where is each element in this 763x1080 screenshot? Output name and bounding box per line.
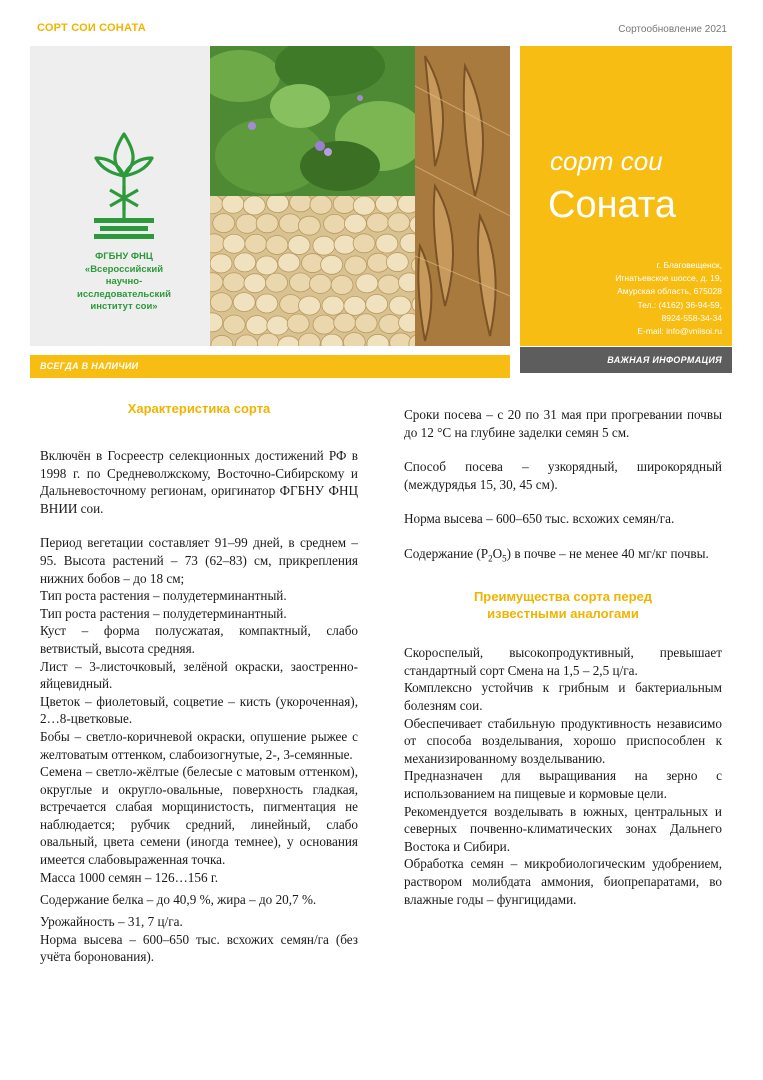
char-item: Масса 1000 семян – 126…156 г.	[40, 869, 219, 885]
variety-name: Соната	[548, 184, 676, 226]
char-item: Тип роста растения – полудетерминантный.	[40, 605, 287, 621]
advantages-heading: Преимущества сорта перед известными аналогами	[473, 589, 653, 622]
soy-plant-photo	[210, 46, 415, 196]
logo-panel	[30, 46, 210, 346]
char-item: Лист – 3-листочковый, зелёной окраски, заостренно-яйцевидный.	[40, 658, 358, 692]
advantage-item: Обработка семян – микробиологическим удобрением, раствором молибдата аммония, биопрепаратами, во влажные годы – фунгицидами.	[404, 856, 722, 907]
char-item: Тип роста растения – полудетерминантный.	[40, 588, 287, 604]
important-info-label: ВАЖНАЯ ИНФОРМАЦИЯ	[607, 355, 722, 365]
advantage-item: Рекомендуется возделывать в южных, центральных и северных почвенно-климатических зонах Дальнего Востока и Сибири.	[404, 803, 722, 854]
variety-subtitle: сорт сои	[550, 146, 663, 176]
organization-name: ФГБНУ ФНЦ «Всероссийский научно- исследовательский институт сои»	[77, 251, 171, 312]
important-info-banner	[520, 347, 732, 373]
contact-info: г. Благовещенск, Игнатьевское шоссе, д. 19, Амурская область, 675028 Тел.: (4162) 36-94-59, 8924-558-34-34 E-mail: info@vniisoi.ru	[615, 259, 722, 338]
sowing-method: Способ посева – узкорядный, широкорядный (междурядья 15, 30, 45 см).	[404, 459, 722, 492]
char-item: Семена – светло-жёлтые (белесые с матовым оттенком), округлые и округло-овальные, поверхность гладкая, встречается слабая морщинистость, пигментация не наблюдается; рубчик средний, линейный, слабо овальный, цвета семени (иногда темнее), у основания имеется слабовыраженная точка.	[40, 764, 358, 868]
char-item: Куст – форма полусжатая, компактный, слабо ветвистый, высота средняя.	[40, 623, 358, 656]
char-item: Период вегетации составляет 91–99 дней, в среднем – 95. Высота растений – 73 (62–83) см, прикрепления нижних бобов – до 18 см;	[40, 535, 358, 586]
advantage-item: Предназначен для выращивания на зерно с использованием на пищевые и кормовые цели.	[404, 768, 722, 801]
advantage-item: Скороспелый, высокопродуктивный, превышает стандартный сорт Смена на 1,5 – 2,5 ц/га.	[404, 645, 722, 678]
document-title: СОРТ СОИ СОНАТА	[37, 22, 146, 34]
advantage-item: Обеспечивает стабильную продуктивность независимо от способа возделывания, хорошо приспособлен к механизированному возделыванию.	[404, 715, 722, 766]
variety-panel	[520, 46, 732, 346]
soil-requirement: Содержание $(P_2O_5)$ в почве – не менее 40 мг/кг почвы.	[404, 545, 709, 564]
advantage-item: Комплексно устойчив к грибным и бактериальным болезням сои.	[404, 680, 722, 713]
soybeans-photo	[210, 196, 415, 346]
registry-paragraph: Включён в Госреестр селекционных достижений РФ в 1998 г. по Средневолжскому, Восточно-Сибирскому и Дальневосточному регионам, оригинатор ФГБНУ ФНЦ ВНИИ сои.	[40, 448, 358, 516]
soy-pods-photo	[415, 46, 510, 346]
char-item: Цветок – фиолетовый, соцветие – кисть (укороченная), 2…8-цветковые.	[40, 693, 358, 727]
agronomy-column	[404, 406, 722, 908]
char-item: Бобы – светло-коричневой окраски, опушение рыжее с желтоватым оттенком, слабоизогнутые, 2-, 3-семянные.	[40, 728, 358, 762]
char-item: Урожайность – 31, 7 ц/га.	[40, 914, 183, 930]
availability-label: ВСЕГДА В НАЛИЧИИ	[40, 361, 139, 371]
sowing-time: Сроки посева – с 20 по 31 мая при прогревании почвы до 12 °С на глубине заделки семян 5 см.	[404, 407, 722, 440]
char-item: Норма высева – 600–650 тыс. всхожих семян/га (без учёта боронования).	[40, 931, 358, 965]
characteristics-heading: Характеристика сорта	[127, 401, 271, 416]
sprout-leaf-logo-icon	[92, 132, 156, 247]
availability-banner	[30, 355, 510, 378]
characteristics-column	[40, 400, 358, 966]
contact-email: E-mail: info@vniisoi.ru	[637, 326, 722, 337]
seeding-rate: Норма высева – 600–650 тыс. всхожих семян/га.	[404, 511, 675, 527]
document-subtitle: Сортообновление 2021	[618, 24, 727, 35]
char-item: Содержание белка – до 40,9 %, жира – до 20,7 %.	[40, 892, 317, 908]
